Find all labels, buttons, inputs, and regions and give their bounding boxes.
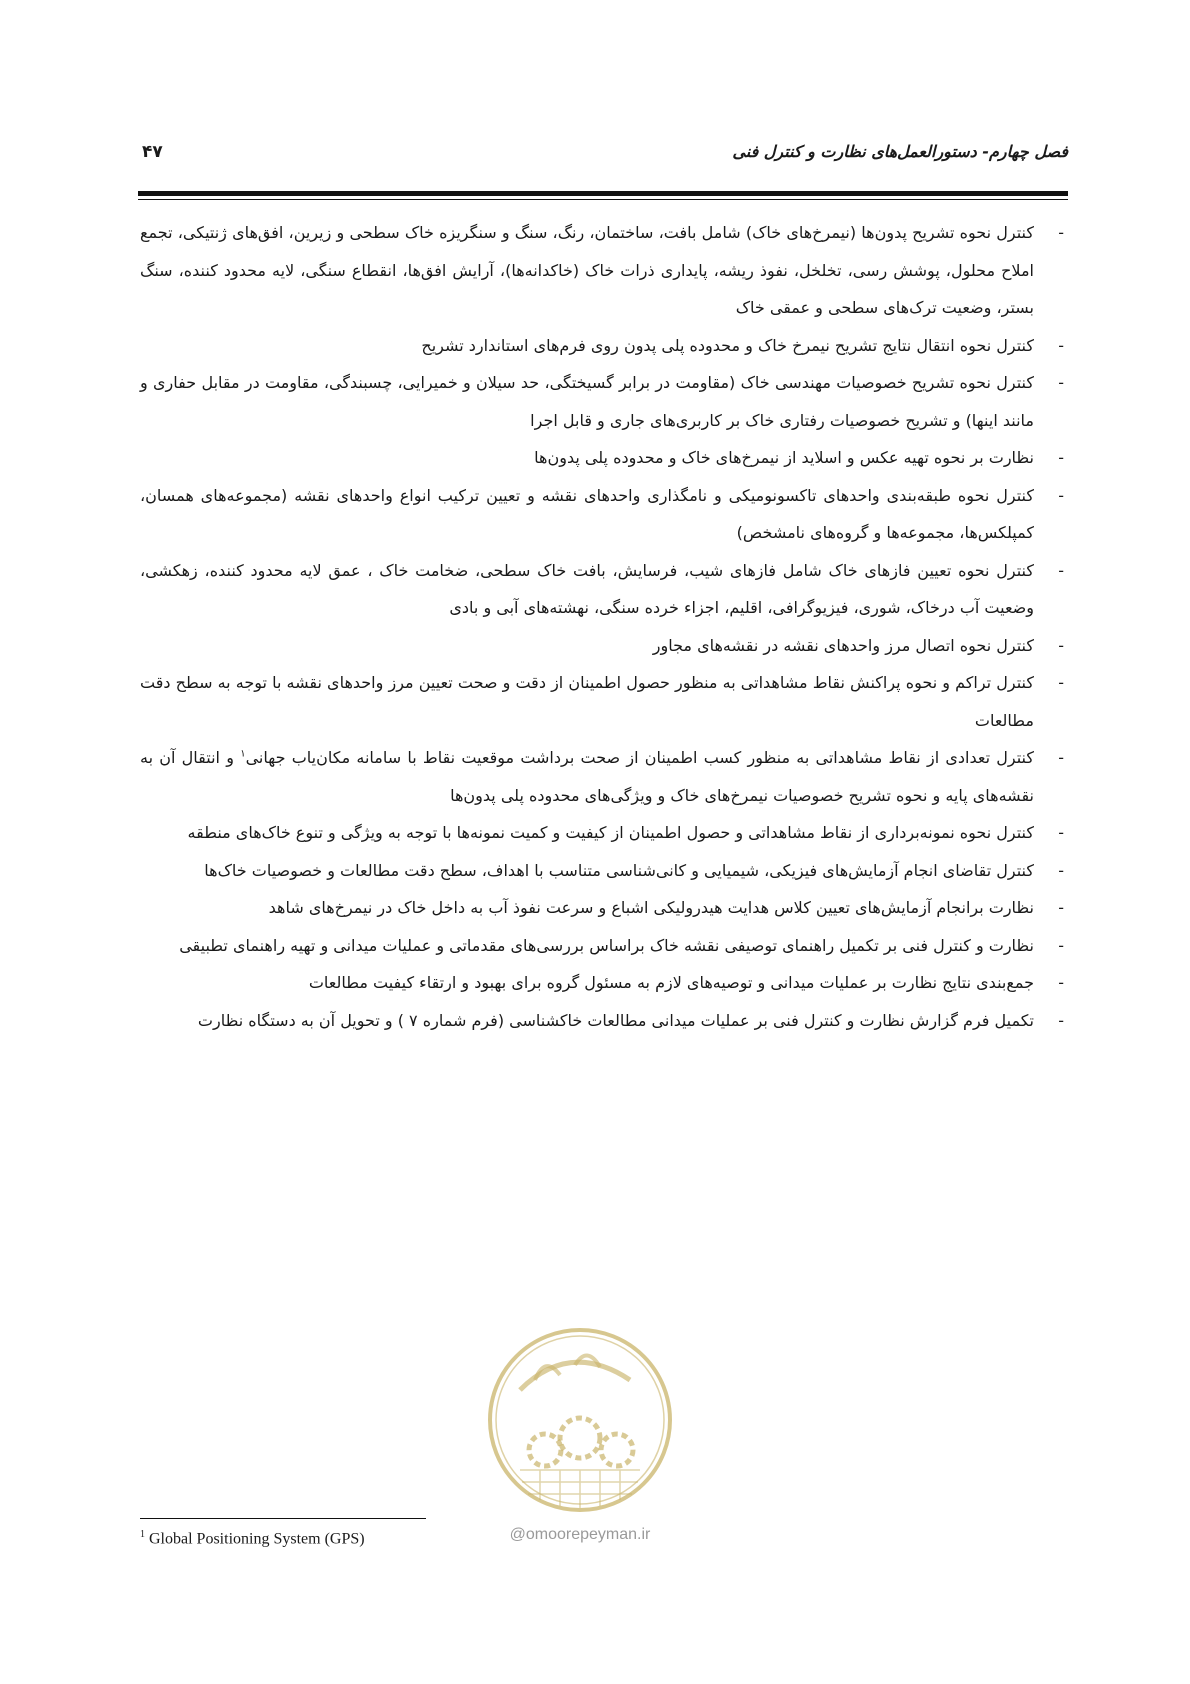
page-number: ۴۷	[142, 142, 163, 162]
list-item: - کنترل نحوه تعیین فازهای خاک شامل فازهای شیب، فرسایش، بافت خاک سطحی، ضخامت خاک ، عمق لایه محدود کننده، زهکشی، وضعیت آب درخاک، شوری، فیزیوگرافی، اقلیم، اجزاء خرده سنگی، نهشته‌های آبی و بادی	[140, 552, 1068, 627]
bullet-list	[140, 214, 1068, 1039]
header-rule-thin	[138, 199, 1068, 200]
dash-bullet: -	[1058, 823, 1064, 842]
list-item: - کنترل نحوه انتقال نتایج تشریح نیمرخ خاک و محدوده پلی پدون روی فرم‌های استاندارد تشریح	[140, 327, 1068, 365]
list-item: - کنترل تقاضای انجام آزمایش‌های فیزیکی، شیمیایی و کانی‌شناسی متناسب با اهداف، سطح دقت مطالعات و خصوصیات خاک‌ها	[140, 852, 1068, 890]
dash-bullet: -	[1058, 973, 1064, 992]
watermark-logo	[480, 1320, 680, 1543]
list-item: - کنترل نحوه نمونه‌برداری از نقاط مشاهداتی و حصول اطمینان از کیفیت و کمیت نمونه‌ها با توجه به ویژگی و تنوع خاک‌های منطقه	[140, 814, 1068, 852]
page-header	[138, 142, 1068, 172]
dash-bullet: -	[1058, 485, 1064, 505]
dash-bullet: -	[1058, 223, 1064, 242]
list-item: - نظارت بر نحوه تهیه عکس و اسلاید از نیمرخ‌های خاک و محدوده پلی پدون‌ها	[140, 439, 1068, 477]
list-item: - کنترل نحوه تشریح پدون‌ها (نیمرخ‌های خاک) شامل بافت، ساختمان، رنگ، سنگ و سنگریزه خاک سطحی و زیرین، افق‌های ژنتیکی، تجمع املاح محلول، پوشش رسی، تخلخل، نفوذ ریشه، پایداری ذرات خاک (خاکدانه‌ها)، آرایش افق‌ها، انقطاع سنگی، لایه محدود کننده، سنگ بستر، وضعیت ترک‌های سطحی و عمقی خاک	[140, 214, 1068, 327]
footnote	[140, 1529, 365, 1548]
list-item: - تکمیل فرم گزارش نظارت و کنترل فنی بر عملیات میدانی مطالعات خاکشناسی (فرم شماره ۷ ) و تحویل آن به دستگاه نظارت	[140, 1002, 1068, 1040]
dash-bullet: -	[1058, 448, 1064, 467]
dash-bullet: -	[1058, 635, 1064, 655]
list-item: - کنترل نحوه تشریح خصوصیات مهندسی خاک (مقاومت در برابر گسیختگی، حد سیلان و خمیرایی، چسبندگی، مقاومت در مقابل حفاری و مانند اینها) و تشریح خصوصیات رفتاری خاک بر کاربری‌های جاری و قابل اجرا	[140, 364, 1068, 439]
header-rule-thick	[138, 191, 1068, 196]
footnote-text: Global Positioning System (GPS)	[149, 1530, 365, 1548]
list-item: - جمع‌بندی نتایج نظارت بر عملیات میدانی و توصیه‌های لازم به مسئول گروه برای بهبود و ارتقاء کیفیت مطالعات	[140, 964, 1068, 1002]
footnote-marker: ۱	[240, 748, 246, 760]
dash-bullet: -	[1058, 898, 1064, 917]
footnote-rule	[140, 1518, 426, 1519]
list-item: - نظارت برانجام آزمایش‌های تعیین کلاس هدایت هیدرولیکی اشباع و سرعت نفوذ آب به داخل خاک در نیمرخ‌های شاهد	[140, 889, 1068, 927]
dash-bullet: -	[1058, 560, 1064, 580]
chapter-title: فصل چهارم- دستورالعمل‌های نظارت و کنترل فنی	[732, 142, 1068, 161]
dash-bullet: -	[1058, 335, 1064, 355]
list-item: - کنترل تعدادی از نقاط مشاهداتی به منظور کسب اطمینان از صحت برداشت موقعیت نقاط با سامانه مکان‌یاب جهانی$^۱$ و انتقال آن به نقشه‌های پایه و نحوه تشریح خصوصیات نیمرخ‌های خاک و ویژگی‌های محدوده پلی پدون‌ها	[140, 739, 1068, 814]
dash-bullet: -	[1058, 860, 1064, 880]
list-item: - کنترل تراکم و نحوه پراکنش نقاط مشاهداتی به منظور حصول اطمینان از دقت و صحت تعیین مرز واحدهای نقشه با توجه به سطح دقت مطالعات	[140, 664, 1068, 739]
watermark-url: @omoorepeyman.ir	[509, 1526, 651, 1543]
footnote-number: 1	[140, 1529, 145, 1540]
watermark-seal-icon	[480, 1320, 680, 1520]
dash-bullet: -	[1058, 748, 1064, 767]
dash-bullet: -	[1058, 935, 1064, 955]
list-item: - کنترل نحوه طبقه‌بندی واحدهای تاکسونومیکی و نامگذاری واحدهای نقشه و تعیین ترکیب انواع واحدهای نقشه (مجموعه‌های همسان، کمپلکس‌ها، مجموعه‌ها و گروه‌های نامشخص)	[140, 477, 1068, 552]
dash-bullet: -	[1058, 373, 1064, 392]
list-item: - نظارت و کنترل فنی بر تکمیل راهنمای توصیفی نقشه خاک براساس بررسی‌های مقدماتی و عملیات میدانی و تهیه راهنمای تطبیقی	[140, 927, 1068, 965]
list-item: - کنترل نحوه اتصال مرز واحدهای نقشه در نقشه‌های مجاور	[140, 627, 1068, 665]
dash-bullet: -	[1058, 673, 1064, 692]
dash-bullet: -	[1058, 1010, 1064, 1030]
